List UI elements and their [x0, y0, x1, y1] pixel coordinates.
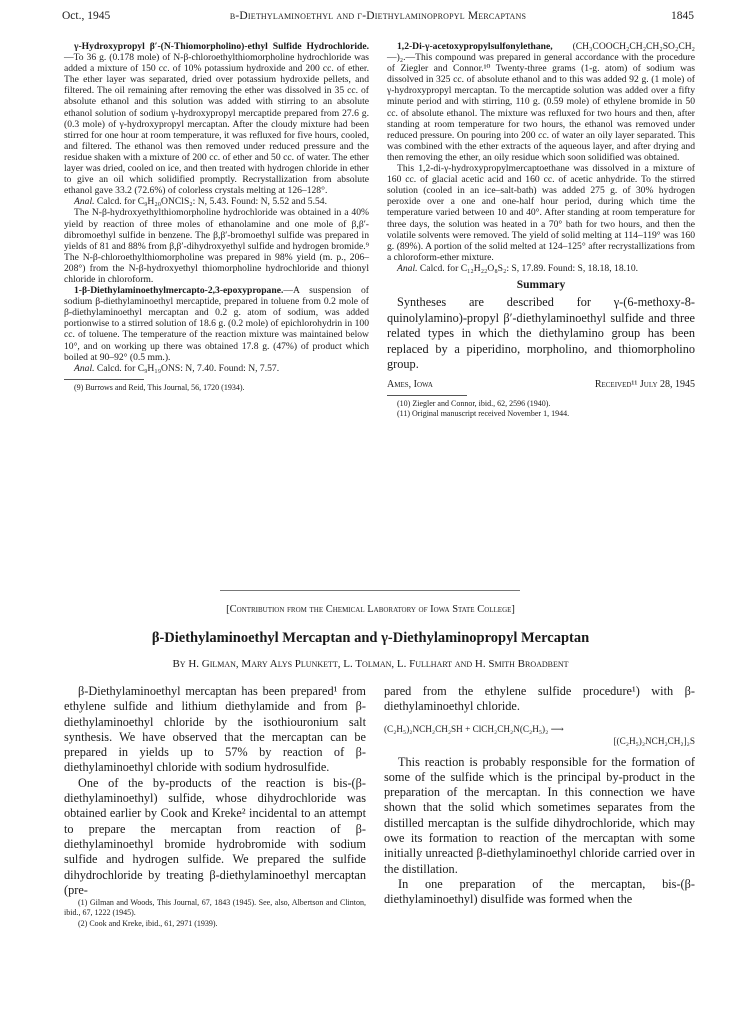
paragraph-acetoxypropylsulfonylethane: 1,2-Di-γ-acetoxypropylsulfonylethane, (CH₃COOCH₂CH₂CH₂SO₂CH₂—)₂.—This compound was prepared in general accordance with the procedure of Ziegler and Connor.¹⁰ Twenty-three grams (1-g. atom) of sodium was dissolved in 325 cc. of absolute ethanol and to this was added 92 g. (1 mole) of γ-hydroxypropyl mercaptan. To the mercaptide solution was added over a fifty minute period and with stirring, 110 g. (0.59 mole) of ethylene bromide in 50 cc. of absolute ethanol. The mixture was refluxed for two hours and then, after standing at room temperature for two hours, the ethanol was removed under reduced pressure. On pouring into 200 cc. of water an oily layer separated. This was combined with the ether extracts of the aqueous layer, and after drying and then removing the ether, an oily residue which soon solidified was obtained.	[387, 41, 695, 163]
section-heading: 1-β-Diethylaminoethylmercapto-2,3-epoxypropane.	[74, 285, 284, 297]
footnote-rule	[64, 379, 144, 380]
paragraph-oxidation: This 1,2-di-γ-hydroxypropylmercaptoethane was dissolved in a mixture of 160 cc. of glacial acetic acid and 160 cc. of acetic anhydride. To the stirred solution (cooled in an ice–salt-bath) was added 275 g. of 30% hydrogen peroxide over a one and one-half hour period, during which time the temperature varied between 10 and 40°. After standing at room temperature for three days, the solution was heated in a 70° bath for two hours, and then the volatile solvents were removed. The yield of solid melting at 114–119° was 160 g. (89%). A portion of the solid melted at 124–125° after recrystallizations from a chloroform-ether mixture.	[387, 163, 695, 263]
footnote-11: (11) Original manuscript received November 1, 1944.	[397, 409, 570, 419]
analysis-line: Anal. Calcd. for C₁₂H₂₂O₈S₂: S, 17.89. Found: S, 18.18, 18.10.	[397, 262, 639, 274]
footnote-1: (1) Gilman and Woods, This Journal, 67, 1843 (1945). See, also, Albertson and Clinton, ibid., 67, 1222 (1945).	[64, 898, 366, 918]
paragraph-epoxypropane: 1-β-Diethylaminoethylmercapto-2,3-epoxypropane.—A suspension of sodium β-diethylaminoethyl mercaptide, prepared in toluene from 0.2 mole of β-diethylaminoethyl mercaptan and 0.2 g. atom of sodium, was added portionwise to a stirred solution of 18.6 g. (0.2 mole) of epichlorohydrin in 100 cc. of toluene. The temperature of the reaction mixture was maintained below 10°, and on working up there was obtained 17.8 g. (47%) of product which boiled at 90–92° (0.5 mm.).	[64, 285, 369, 363]
article-title: β-Diethylaminoethyl Mercaptan and γ-Diethylaminopropyl Mercaptan	[151, 630, 590, 646]
signature-line	[387, 379, 695, 390]
body-left-column	[64, 684, 366, 929]
paragraph-hydroxyethylthiomorpholine: The N-β-hydroxyethylthiomorpholine hydrochloride was obtained in a 40% yield by reaction of three moles of ethanolamine and one mole of β,β′-dibromoethyl sulfide in benzene. The β,β′-bromoethyl sulfide was prepared in yields of 81 and 88% from β,β′-dihydroxyethyl sulfide and hydrogen bromide.⁹ The N-β-chloroethylthiomorpholine was prepared in 98% yield (m. p., 206–208°) from the N-β-hydroxyethyl thiomorpholine hydrochloride and thionyl chloride in chloroform.	[64, 207, 369, 285]
article-authors: By H. Gilman, Mary Alys Plunkett, L. Tolman, L. Fullhart and H. Smith Broadbent	[172, 658, 569, 670]
body-right-column	[384, 684, 695, 908]
footnote-9: (9) Burrows and Reid, This Journal, 56, 1720 (1934).	[74, 382, 245, 392]
received-date: Received¹¹ July 28, 1945	[594, 379, 695, 391]
equation-line-2: [(C₂H₅)₂NCH₂CH₂]₂S	[613, 735, 695, 746]
equation-line-1: (C₂H₅)₂NCH₂CH₂SH + ClCH₂CH₂N(C₂H₅)₂ ⟶	[384, 723, 564, 734]
body-paragraph: One of the by-products of the reaction is bis-(β-diethylaminoethyl) sulfide, whose dihydrochloride was obtained earlier by Cook and Kreke² incidental to an attempt to prepare the mercaptan from reaction of β-diethylaminoethyl bromide hydrobromide with sodium sulfide and hydrogen sulfide. We prepared the sulfide dihydrochloride by treating β-diethylaminoethyl mercaptan (pre-	[64, 775, 366, 897]
analysis-line: Anal. Calcd. for C₉H₁₉ONS: N, 7.40. Found: N, 7.57.	[74, 362, 280, 374]
top-left-column	[64, 41, 369, 393]
section-heading: 1,2-Di-γ-acetoxypropylsulfonylethane,	[397, 41, 553, 52]
footnote-2: (2) Cook and Kreke, ibid., 61, 2971 (1939).	[78, 918, 218, 928]
footnote-10: (10) Ziegler and Connor, ibid., 62, 2596 (1940).	[397, 399, 551, 409]
header-page-number: 1845	[671, 10, 694, 22]
summary-heading: Summary	[516, 278, 566, 291]
contribution-line: [Contribution from the Chemical Laboratory of Iowa State College]	[226, 604, 515, 615]
section-heading: γ-Hydroxypropyl β′-(N-Thiomorpholino)-ethyl Sulfide Hydrochloride.	[74, 41, 369, 52]
header-title: β-Diethylaminoethyl and γ-Diethylaminopropyl Mercaptans	[229, 10, 527, 22]
header-date: Oct., 1945	[62, 10, 111, 22]
footnote-rule	[387, 395, 467, 396]
paragraph-thiomorpholino-sulfide	[64, 41, 369, 196]
body-paragraph: This reaction is probably responsible for the formation of some of the sulfide which is the principal by-product in the preparation of the mercaptan. In this connection we have shown that the solid which sometimes separates from the distilled mercaptan is the sulfide dihydrochloride, which may owe its formation to reaction of the mercaptan with some initially unreacted β-diethylaminoethyl chloride carried over in the distillation.	[384, 754, 695, 876]
summary-text: Syntheses are described for γ-(6-methoxy-8-quinolylamino)-propyl β′-diethylaminoethyl sulfide and three related types in which the diethylamino group has been replaced by a piperidino, morpholino, and thiomorpholino group.	[387, 295, 695, 372]
running-header	[62, 10, 694, 26]
body-paragraph: β-Diethylaminoethyl mercaptan has been prepared¹ from ethylene sulfide and lithium diethylamide and from β-diethylaminoethyl chloride by the isothiouronium salt synthesis. We have observed that the mercaptan can be prepared in yields up to 57% by reaction of β-diethylaminoethyl chloride with sodium hydrosulfide.	[64, 684, 366, 775]
body-paragraph: pared from the ethylene sulfide procedure¹) with β-diethylaminoethyl chloride.	[384, 684, 695, 714]
analysis-line: Anal. Calcd. for C₉H₂₀ONClS₂: N, 5.43. Found: N, 5.52 and 5.54.	[74, 196, 327, 208]
article-divider	[220, 590, 520, 591]
top-right-column	[387, 41, 695, 419]
body-paragraph: In one preparation of the mercaptan, bis-(β-diethylaminoethyl) disulfide was formed when the	[384, 876, 695, 907]
location: Ames, Iowa	[387, 379, 433, 391]
reaction-equation	[384, 723, 695, 747]
paragraph-text: —To 36 g. (0.178 mole) of N-β-chloroethylthiomorpholine hydrochloride was added a mixture of 150 cc. of 10% potassium hydroxide and 200 cc. of ether. The ether layer was separated, dried over potassium hydroxide pellets, and filtered. The oil remaining after removing the ether was dissolved in 35 cc. of absolute ethanol and this solution was added with stirring to an absolute ethanol solution of sodium γ-hydroxypropyl mercaptide prepared from 27.6 g. (0.3 mole) of γ-hydroxypropyl mercaptan. After the cloudy mixture had been stirred for one hour at room temperature, it was refluxed for five hours, cooled, and filtered. The ethanol was then removed under reduced pressure and the residue shaken with a mixture of 200 cc. of ether and 50 cc. of water. The ether layer was dried, cooled on ice, and then treated with hydrogen chloride in ether to give an oil which solidified promptly. Recrystallization from absolute ethanol gave 33.2 (72.6%) of colorless crystals melting at 126–128°.	[64, 52, 369, 197]
